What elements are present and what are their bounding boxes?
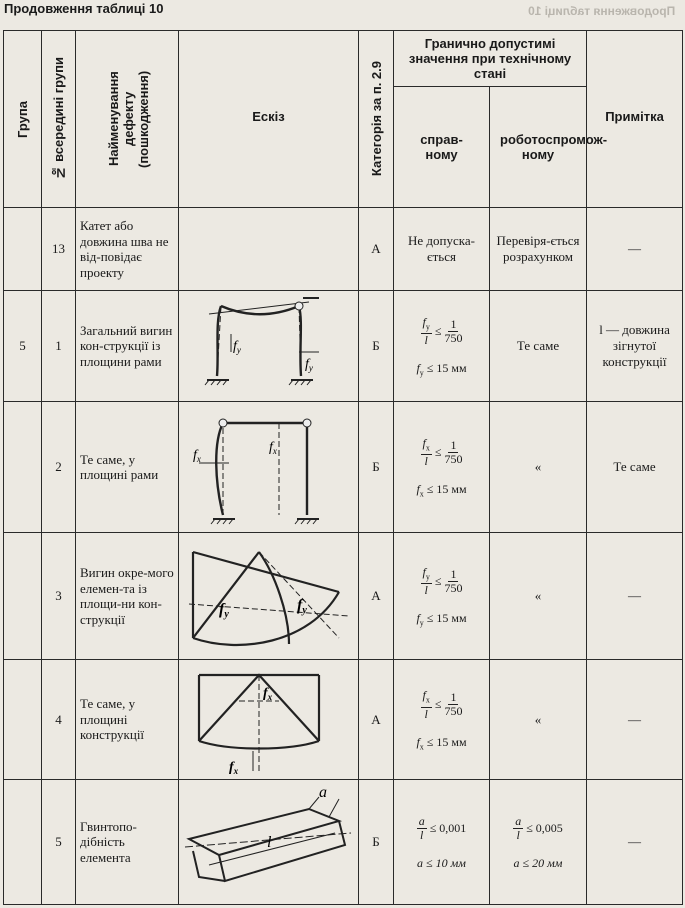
row-name: Гвинтопо-дібність елемента (76, 780, 179, 905)
row-good-formula: $\frac{f_x}{l}$ ≤ $\frac{1}{750}$ $f_x \le 15$ мм (394, 660, 490, 780)
row-name: Катет або довжина шва не від-повідає проекту (76, 208, 179, 291)
frame-out-of-plane-sketch (179, 292, 359, 400)
fy-label-2: $f_y$ (305, 357, 313, 373)
element-out-of-plane-sketch (179, 534, 359, 658)
fx-label-2: $f_x$ (229, 759, 239, 776)
l-label: l (267, 834, 272, 851)
group-cell-empty (4, 660, 42, 780)
row-working: Перевіря-ється розрахунком (490, 208, 587, 291)
fy-label: $f_y$ (233, 339, 241, 355)
row-note: Те саме (587, 402, 683, 533)
frame-in-plane-sketch (179, 403, 359, 531)
header-num: № всередині групи (42, 31, 76, 208)
row-sketch (179, 533, 359, 660)
row-num: 5 (42, 780, 76, 905)
group-cell-empty (4, 208, 42, 291)
row-working: « (490, 533, 587, 660)
row-good-formula: $\frac{a}{l}$ ≤ 0,001 a ≤ 10 мм (394, 780, 490, 905)
row-category: А (359, 533, 394, 660)
a-label: a (319, 784, 327, 801)
row-good-formula: $\frac{f_x}{l}$ ≤ $\frac{1}{750}$ $f_x \le 15$ мм (394, 402, 490, 533)
header-name: Найменування дефекту (пошкодження) (76, 31, 179, 208)
row-note: — (587, 780, 683, 905)
row-category: Б (359, 291, 394, 402)
row-note: — (587, 533, 683, 660)
row-name: Те саме, у площині конструкції (76, 660, 179, 780)
row-num: 4 (42, 660, 76, 780)
row-note: l — довжина зігнутої конструкції (587, 291, 683, 402)
row-working: Те саме (490, 291, 587, 402)
row-note: — (587, 660, 683, 780)
row-name: Вигин окре-мого елемен-та із площи-ни кон-струкції (76, 533, 179, 660)
row-sketch (179, 208, 359, 291)
header-good: справ-ному (394, 87, 490, 208)
row-sketch (179, 402, 359, 533)
header-working: роботоспромож-ному (490, 87, 587, 208)
row-working-formula: $\frac{a}{l}$ ≤ 0,005 a ≤ 20 мм (490, 780, 587, 905)
row-sketch (179, 660, 359, 780)
bleed-through-text: Продовження таблиці 10 (527, 4, 675, 18)
row-category: Б (359, 402, 394, 533)
row-note: — (587, 208, 683, 291)
element-in-plane-sketch (179, 661, 359, 779)
row-working: « (490, 402, 587, 533)
fy-label-2: fy (297, 597, 307, 616)
row-good: Не допуска-ється (394, 208, 490, 291)
fx-label: $f_x$ (193, 448, 201, 464)
fy-label: fy (219, 601, 229, 620)
row-good-formula: $\frac{f_y}{l}$ ≤ $\frac{1}{750}$ $f_y \le 15$ мм (394, 291, 490, 402)
group-cell-empty (4, 402, 42, 533)
row-category: А (359, 208, 394, 291)
header-group: Група (4, 31, 42, 208)
row-working: « (490, 660, 587, 780)
row-category: Б (359, 780, 394, 905)
row-category: А (359, 660, 394, 780)
row-sketch (179, 780, 359, 905)
header-sketch: Ескіз (179, 31, 359, 208)
row-good-formula: $\frac{f_y}{l}$ ≤ $\frac{1}{750}$ $f_y \le 15$ мм (394, 533, 490, 660)
row-name: Загальний вигин кон-струкції із площини рами (76, 291, 179, 402)
group-number: 5 (4, 291, 42, 402)
header-limits: Гранично допустимі значення при технічному стані (394, 31, 587, 87)
header-category: Категорія за п. 2.9 (359, 31, 394, 208)
group-cell-empty (4, 780, 42, 905)
row-num: 13 (42, 208, 76, 291)
fx-label: $f_x$ (263, 685, 273, 702)
header-note: Примітка (587, 31, 683, 208)
row-name: Те саме, у площині рами (76, 402, 179, 533)
row-num: 1 (42, 291, 76, 402)
row-num: 2 (42, 402, 76, 533)
row-num: 3 (42, 533, 76, 660)
defects-table (3, 30, 683, 905)
row-sketch (179, 291, 359, 402)
group-cell-empty (4, 533, 42, 660)
twist-sketch (179, 781, 359, 903)
fx-label-2: $f_x$ (269, 440, 277, 456)
table-caption: Продовження таблиці 10 (4, 1, 164, 16)
